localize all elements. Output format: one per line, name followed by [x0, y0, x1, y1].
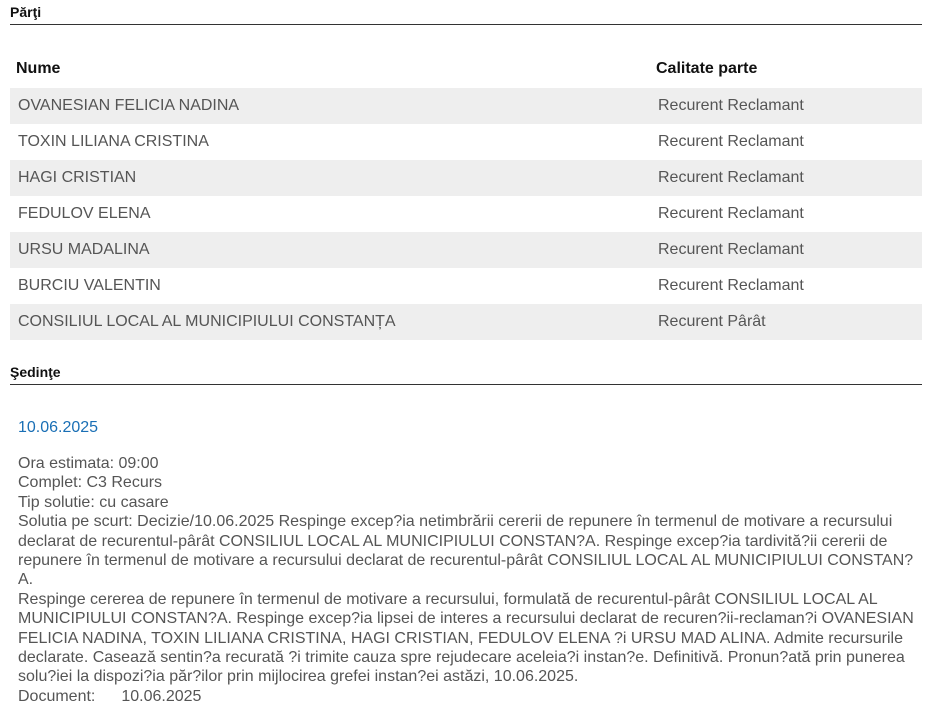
session-document: [18, 687, 918, 706]
session-time: Ora estimata: 09:00: [18, 455, 159, 472]
section-title-parti: Părţi: [10, 3, 922, 25]
section-title-sedinte: Şedinţe: [10, 363, 922, 385]
session-panel: Complet: C3 Recurs: [18, 474, 163, 492]
party-name: FEDULOV ELENA: [18, 205, 151, 222]
party-role: Recurent Reclamant: [658, 97, 804, 114]
party-role: Recurent Reclamant: [658, 169, 804, 186]
table-row: [10, 196, 922, 232]
document-date: 10.06.2025: [121, 687, 202, 705]
session-solution-text: FELICIA NADINA, TOXIN LILIANA CRISTINA, HAGI CRISTIAN, FEDULOV ELENA ?i URSU MAD ALINA. Admite recursurile: [18, 629, 903, 647]
table-row: [10, 88, 922, 124]
party-role: Recurent Reclamant: [658, 133, 804, 150]
session-solution-text: solu?iei la dispozi?ia păr?ilor prin mijlocirea grefei instan?ei astăzi, 10.06.2025.: [18, 668, 579, 686]
party-name: BURCIU VALENTIN: [18, 277, 161, 294]
session-solution-text: Solutia pe scurt: Decizie/10.06.2025 Respinge excep?ia netimbrării cererii de repunere în termenul de motivare a recursului: [18, 513, 893, 531]
parties-table: [10, 88, 922, 340]
party-role: Recurent Pârât: [658, 313, 766, 330]
party-name: CONSILIUL LOCAL AL MUNICIPIULUI CONSTANȚA: [18, 313, 396, 330]
session-date: 10.06.2025: [18, 419, 99, 436]
column-header-role: Calitate parte: [656, 60, 758, 77]
session-solution-text: Respinge cererea de repunere în termenul de motivare a recursului, formulată de recurentul-pârât CONSILIUL LOCAL AL: [18, 590, 878, 608]
table-row: [10, 268, 922, 304]
party-role: Recurent Reclamant: [658, 205, 804, 222]
table-row: [10, 124, 922, 160]
party-role: Recurent Reclamant: [658, 241, 804, 258]
table-row: [10, 160, 922, 196]
session-solution-text: MUNICIPIULUI CONSTAN?A. Respinge excep?ia lipsei de interes a recursului declarat de recuren?ii-reclaman?i OVANESIAN: [18, 610, 914, 628]
table-row: [10, 232, 922, 268]
party-name: URSU MADALINA: [18, 241, 150, 258]
session-details: [18, 418, 918, 706]
document-label: Document:: [18, 687, 96, 705]
session-solution-type: Tip solutie: cu casare: [18, 493, 169, 511]
party-name: OVANESIAN FELICIA NADINA: [18, 97, 240, 114]
column-header-name: Nume: [16, 60, 61, 77]
session-solution-text: declarat de recurentul-pârât CONSILIUL LOCAL AL MUNICIPIULUI CONSTAN?A. Respinge excep?ia tardivită?ii cererii de: [18, 532, 888, 550]
party-name: HAGI CRISTIAN: [18, 169, 137, 186]
session-solution-text: declarate. Casează sentin?a recurată ?i trimite cauza spre rejudecare aceleia?i instan?e. Definitivă. Pronun?ată prin punerea: [18, 649, 905, 667]
party-name: TOXIN LILIANA CRISTINA: [18, 133, 209, 150]
parties-table-header: [10, 58, 922, 80]
session-solution-text: repunere în termenul de motivare a recursului declarat de recurentul-pârât CONSILIUL LOCAL AL MUNICIPIULUI CONSTAN?A.: [18, 552, 914, 589]
table-row: [10, 304, 922, 340]
party-role: Recurent Reclamant: [658, 277, 804, 294]
